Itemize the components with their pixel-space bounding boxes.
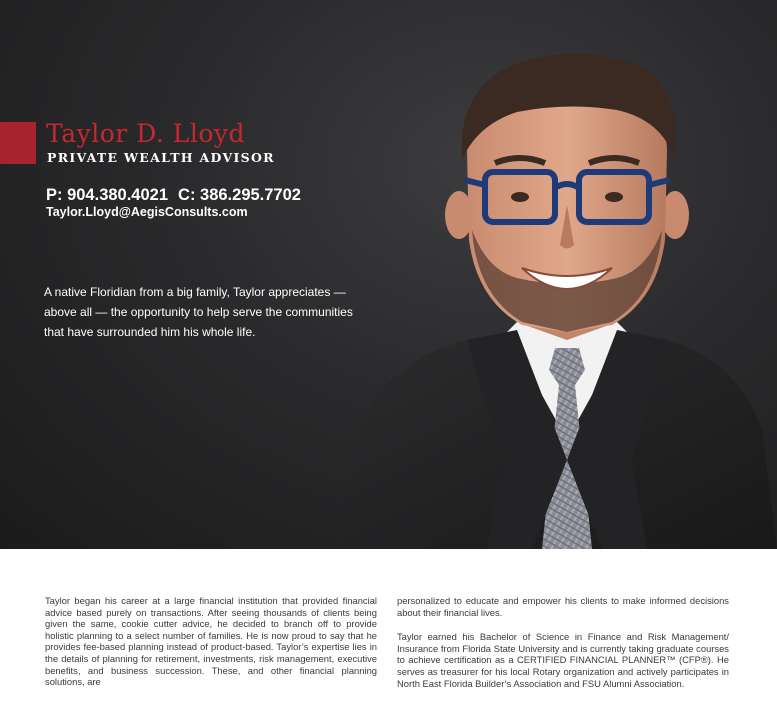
bio-paragraph: Taylor earned his Bachelor of Science in Finance and Risk Management/ Insurance from Florida State University and is currently taking graduate courses to achieve certification as a CERTIFIED FINANCIAL PLANNER™ (CFP®). He serves as treasurer for his local Rotary organization and actively participates in North East Florida Builder’s Association and FSU Alumni Association. [397,631,729,689]
hero-quote: A native Floridian from a big family, Taylor appreciates — above all — the opportunity to help serve the communities that have surrounded him his whole life. [44,285,353,339]
advisor-title: PRIVATE WEALTH ADVISOR [47,150,275,165]
bio-paragraph: personalized to educate and empower his clients to make informed decisions about their financial lives. [397,595,729,618]
bio-column-right [397,595,729,702]
bio-paragraph: Taylor began his career at a large financial institution that provided financial advice based purely on transactions. After seeing thousands of clients being given the same, cookie cutter advice, he decided to branch off to provide holistic planning to a select number of families. He is now proud to say that he provides fee-based planning instead of product-based. Taylor’s expertise lies in the details of planning for retirement, investments, risk management, executive benefits, and business succession. These, and other financial planning solutions, are [45,595,377,688]
email-address[interactable]: Taylor.Lloyd@AegisConsults.com [46,205,248,219]
advisor-portrait [317,40,777,549]
office-phone: P: 904.380.4021 [46,186,169,204]
bio-column-left [45,595,377,688]
accent-bar [0,122,36,164]
cell-phone: C: 386.295.7702 [178,186,301,204]
phone-numbers [46,186,311,205]
advisor-name: Taylor D. Lloyd [46,119,246,148]
